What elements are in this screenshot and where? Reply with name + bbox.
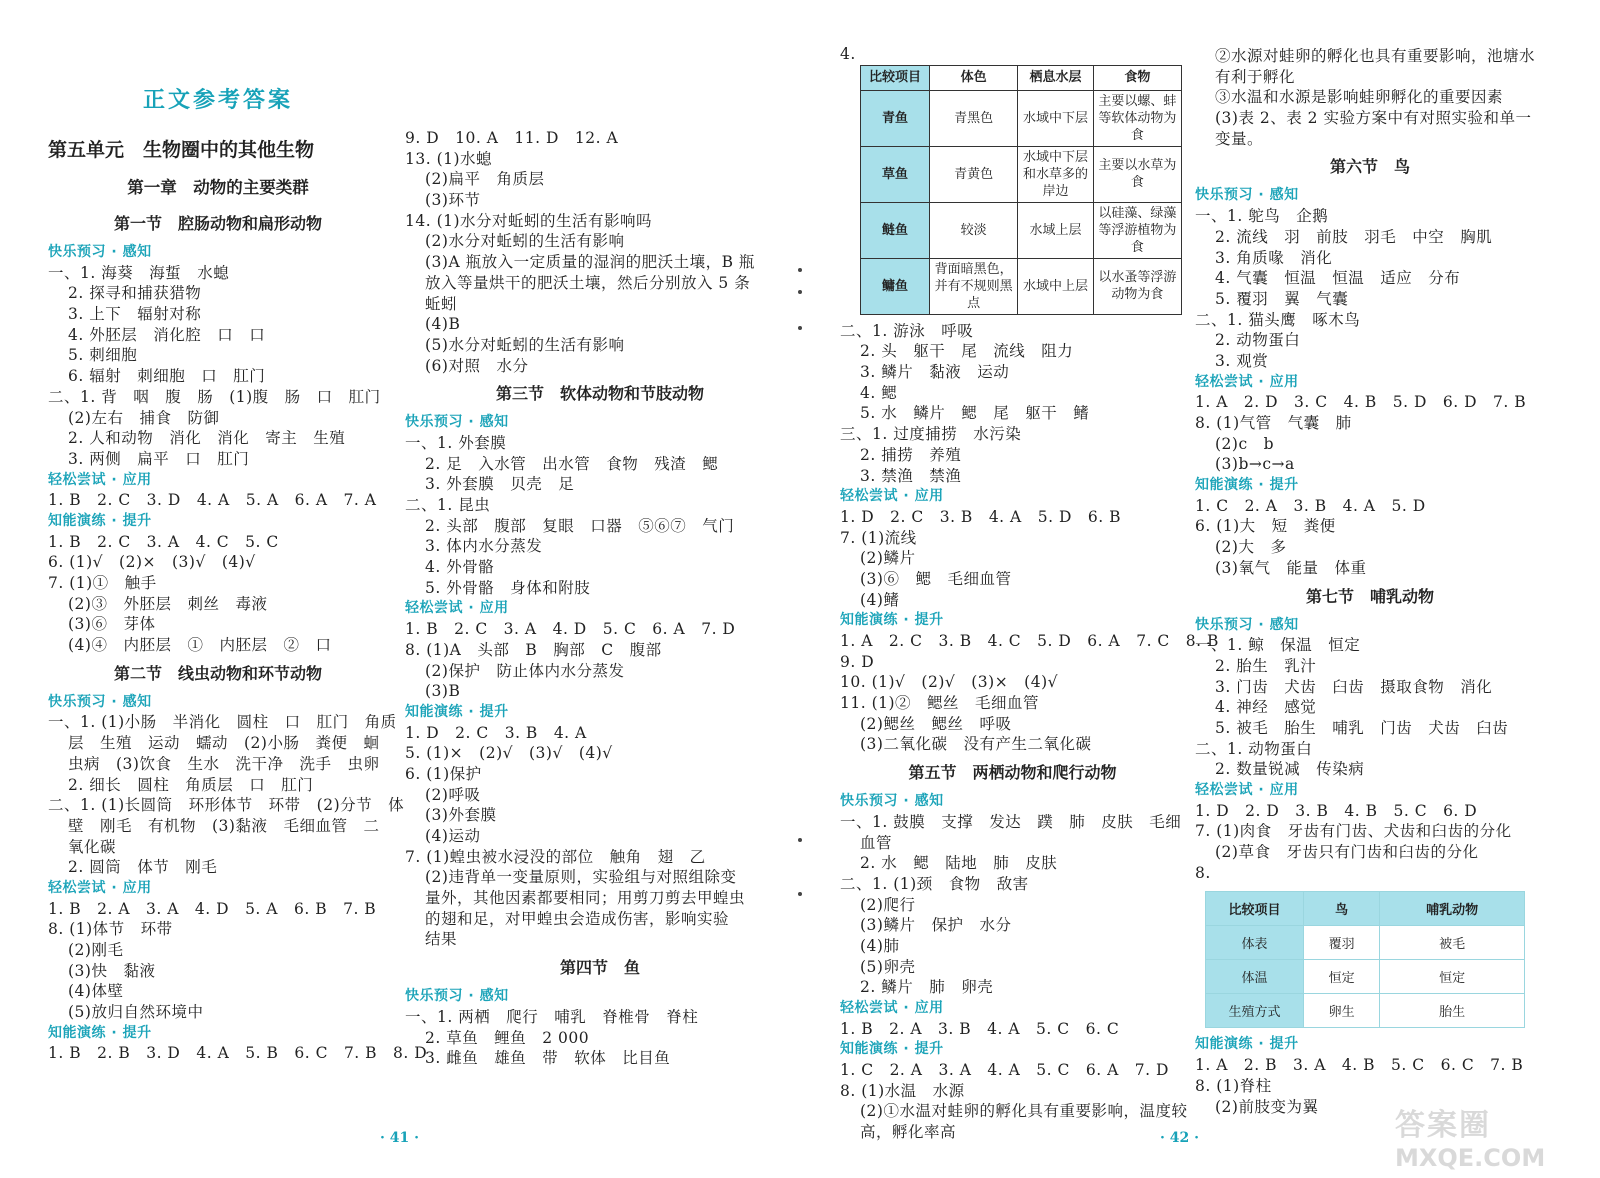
watermark-url: MXQE.COM xyxy=(1395,1144,1546,1172)
answer-line: (4)运动 xyxy=(425,827,481,845)
answer-line: 5. (1)× (2)√ (3)√ (4)√ xyxy=(405,744,613,763)
answer-line: 6. (1)大 短 粪便 xyxy=(1195,517,1336,536)
section-label: 轻松尝试 · 应用 xyxy=(840,488,944,505)
answer-line: 1. A 2. D 3. C 4. B 5. D 6. D 7. B xyxy=(1195,393,1527,412)
answer-line: 3. 鳞片 黏液 运动 xyxy=(860,363,1010,382)
table-header-row xyxy=(861,65,1182,90)
answer-line: 一、1. 两栖 爬行 哺乳 脊椎骨 脊柱 xyxy=(405,1007,699,1026)
answer-line: 一、1. 鸵鸟 企鹅 xyxy=(1195,207,1329,226)
answer-line: 1. D 2. C 3. B 4. A 5. D 6. B xyxy=(840,507,1121,526)
answer-list-3 xyxy=(840,321,1219,1143)
section-label: 快乐预习 · 感知 xyxy=(48,244,152,260)
table-cell: 体温 xyxy=(1206,960,1304,994)
answer-line: 层 生殖 运动 蠕动 (2)小肠 粪便 蛔 xyxy=(68,734,380,753)
answer-line: ②水源对蛙卵的孵化也具有重要影响，池塘水 xyxy=(1215,47,1536,65)
answer-line: 7. (1)肉食 牙齿有门齿、犬齿和臼齿的分化 xyxy=(1195,822,1512,841)
answer-line: (3)环节 xyxy=(425,191,481,210)
answer-line: (3)b→c→a xyxy=(1215,455,1295,474)
section-label: 轻松尝试 · 应用 xyxy=(840,1000,944,1016)
answer-line: 一、1. 外套膜 xyxy=(405,433,507,452)
answer-line: 2. 水 鳃 陆地 肺 皮肤 xyxy=(860,854,1058,873)
section-heading: 第一节 腔肠动物和扁形动物 xyxy=(113,214,322,233)
answer-line: (3)二氧化碳 没有产生二氧化碳 xyxy=(860,735,1092,754)
table-header-row xyxy=(1206,892,1525,926)
answer-line: 13. (1)水螅 xyxy=(405,149,493,168)
answer-line: (2)扁平 角质层 xyxy=(425,170,545,189)
answer-line: 3. 两侧 扁平 口 肛门 xyxy=(68,449,250,468)
table-header-cell: 比较项目 xyxy=(1206,892,1304,926)
answer-line: (4)体壁 xyxy=(68,982,124,1001)
table-header-cell: 鸟 xyxy=(1304,892,1380,926)
table-cell: 主要以螺、蚌等软体动物为食 xyxy=(1093,90,1181,146)
answer-line: (2)水分对蚯蚓的生活有影响 xyxy=(425,232,625,251)
answer-line: (3)表 2、表 2 实验方案中有对照实验和单一 xyxy=(1215,109,1532,128)
table-cell: 较淡 xyxy=(930,202,1018,258)
answer-line: 4. 外胚层 消化腔 口 口 xyxy=(68,325,266,344)
answer-line: 8. (1)水温 水源 xyxy=(840,1081,965,1100)
section-label: 知能演练 · 提升 xyxy=(840,1041,944,1058)
section-label: 快乐预习 · 感知 xyxy=(1195,616,1299,633)
answer-line: 8. (1)气管 气囊 肺 xyxy=(1195,414,1352,432)
table-cell: 胎生 xyxy=(1380,994,1525,1028)
section-label: 快乐预习 · 感知 xyxy=(840,793,944,810)
section-label: 轻松尝试 · 应用 xyxy=(1195,782,1299,798)
answer-line: 2. 动物蛋白 xyxy=(1215,331,1301,350)
answer-line: (3)B xyxy=(425,682,461,701)
table-cell: 鲢鱼 xyxy=(861,202,930,258)
answer-line: 二、1. (1)颈 食物 敌害 xyxy=(840,874,1029,893)
answer-list-4 xyxy=(1195,46,1545,883)
table-cell: 以硅藻、绿藻等浮游植物为食 xyxy=(1093,202,1181,258)
answer-line: (2)前肢变为翼 xyxy=(1215,1097,1319,1116)
answer-line: 4. 鳃 xyxy=(860,383,898,402)
answer-line: 二、1. 昆虫 xyxy=(405,496,491,514)
answer-line: 8. (1)脊柱 xyxy=(1195,1076,1272,1095)
answer-line: 一、1. 鲸 保温 恒定 xyxy=(1195,636,1361,655)
section-label: 知能演练 · 提升 xyxy=(840,612,944,629)
answer-line: 一、1. 鼓膜 支撑 发达 蹼 肺 皮肤 毛细 xyxy=(840,812,1182,831)
answer-line: 变量。 xyxy=(1215,129,1264,148)
answer-line: 2. 草鱼 鲤鱼 2 000 xyxy=(425,1028,590,1047)
answer-line: (3)快 黏液 xyxy=(68,961,156,980)
answer-line: 1. C 2. A 3. A 4. A 5. C 6. A 7. D xyxy=(840,1061,1169,1080)
table-cell: 草鱼 xyxy=(861,146,930,202)
answer-line: (2)左右 捕食 防御 xyxy=(68,408,220,427)
section-label: 知能演练 · 提升 xyxy=(405,703,509,720)
answer-line: 2. 足 入水管 出水管 食物 残渣 鳃 xyxy=(425,454,719,473)
table-cell: 鳙鱼 xyxy=(861,258,930,314)
answer-line: 三、1. 过度捕捞 水污染 xyxy=(840,425,1022,444)
margin-mark xyxy=(798,838,802,842)
watermark xyxy=(1395,1100,1545,1172)
answer-line: 8. xyxy=(1195,863,1211,882)
section-label: 知能演练 · 提升 xyxy=(48,512,152,529)
answer-line: 1. B 2. B 3. D 4. A 5. B 6. C 7. B 8. D xyxy=(48,1044,428,1063)
answer-line: (2)违背单一变量原则，实验组与对照组除变 xyxy=(425,868,737,887)
answer-line: 蚯蚓 xyxy=(425,294,458,313)
answer-line: 氧化碳 xyxy=(68,837,117,856)
table-row xyxy=(861,202,1182,258)
answer-line: (5)放归自然环境中 xyxy=(68,1003,204,1022)
answer-line: 8. (1)A 头部 B 胸部 C 腹部 xyxy=(405,640,662,659)
answer-line: 4. 外骨骼 xyxy=(425,558,495,577)
page-title: 正文参考答案 xyxy=(142,87,293,113)
answer-line: 7. (1)蝗虫被水浸没的部位 触角 翅 乙 xyxy=(405,847,706,866)
answer-line: 2. 头 躯干 尾 流线 阻力 xyxy=(860,342,1074,361)
answer-line: (6)对照 水分 xyxy=(425,356,529,375)
answer-line: (3)A 瓶放入一定质量的湿润的肥沃土壤，B 瓶 xyxy=(425,253,755,272)
answer-line: 二、1. (1)长圆筒 环形体节 环带 (2)分节 体 xyxy=(48,796,405,815)
answer-line: 2. 圆筒 体节 刚毛 xyxy=(68,858,218,877)
table-cell: 水域上层 xyxy=(1018,202,1093,258)
answer-line: 量外，其他因素都要相同；用剪刀剪去甲蝗虫 xyxy=(425,889,746,908)
column-2 xyxy=(405,128,795,1069)
answer-line: 6. 辐射 刺细胞 口 肛门 xyxy=(68,367,266,386)
answer-line: 4. 气囊 恒温 恒温 适应 分布 xyxy=(1215,269,1461,288)
answer-line: (5)水分对蚯蚓的生活有影响 xyxy=(425,335,625,354)
answer-line: 3. 上下 辐射对称 xyxy=(68,305,202,324)
answer-line: (3)氧气 能量 体重 xyxy=(1215,558,1367,577)
answer-line: (2)爬行 xyxy=(860,895,916,914)
answer-line: 5. 覆羽 翼 气囊 xyxy=(1215,289,1349,308)
answer-line: 虫病 (3)饮食 生水 洗干净 洗手 虫卵 xyxy=(68,754,380,773)
answer-line: 9. D xyxy=(840,652,875,671)
answer-line: (3)⑥ 芽体 xyxy=(68,615,156,634)
answer-line: 5. 外骨骼 身体和附肢 xyxy=(425,578,591,597)
table-header-cell: 栖息水层 xyxy=(1018,65,1093,90)
answer-line: 4. 神经 感觉 xyxy=(1215,698,1317,717)
answer-line: 2. 数量锐减 传染病 xyxy=(1215,760,1365,779)
answer-line: 2. 探寻和捕获猎物 xyxy=(68,284,202,303)
answer-line: 有利于孵化 xyxy=(1215,67,1296,86)
answer-line: 2. 头部 腹部 复眼 口器 ⑤⑥⑦ 气门 xyxy=(425,516,735,535)
answer-line: 2. 人和动物 消化 消化 寄主 生殖 xyxy=(68,429,346,448)
answer-line: 9. D 10. A 11. D 12. A xyxy=(405,129,619,147)
section-label: 知能演练 · 提升 xyxy=(1195,477,1299,494)
answer-line: 二、1. 动物蛋白 xyxy=(1195,739,1313,758)
answer-line: 2. 鳞片 肺 卵壳 xyxy=(860,978,994,997)
answer-line: ③水温和水源是影响蛙卵孵化的重要因素 xyxy=(1215,88,1504,107)
table-cell: 恒定 xyxy=(1380,960,1525,994)
margin-mark xyxy=(798,326,802,330)
answer-line: 7. (1)流线 xyxy=(840,528,917,547)
answer-line: 3. 体内水分蒸发 xyxy=(425,537,543,556)
answer-line: 的翅和足，对甲蝗虫会造成伤害，影响实验 xyxy=(425,909,730,928)
answer-line: 2. 流线 羽 前肢 羽毛 中空 胸肌 xyxy=(1215,227,1493,246)
table-row xyxy=(861,90,1182,146)
answer-line: (3)鳞片 保护 水分 xyxy=(860,916,1012,935)
answer-line: (3)⑥ 鳃 毛细血管 xyxy=(860,569,1012,588)
table-row xyxy=(1206,926,1525,960)
answer-line: (2)呼吸 xyxy=(425,785,481,804)
answer-line: 血管 xyxy=(860,833,893,852)
answer-line: 6. (1)保护 xyxy=(405,764,482,783)
answer-line: (2)③ 外胚层 刺丝 毒液 xyxy=(68,594,268,613)
column-4 xyxy=(1195,46,1545,1117)
answer-line: 二、1. 背 咽 腹 肠 (1)腹 肠 口 肛门 xyxy=(48,387,381,406)
answer-line: 1. C 2. A 3. B 4. A 5. D xyxy=(1195,496,1426,515)
answer-line: 2. 捕捞 养殖 xyxy=(860,445,962,464)
question-number: 4. xyxy=(840,45,856,63)
table-cell: 以水蚤等浮游动物为食 xyxy=(1093,258,1181,314)
answer-line: 2. 胎生 乳汁 xyxy=(1215,656,1317,675)
table-header-cell: 比较项目 xyxy=(861,65,930,90)
section-label: 快乐预习 · 感知 xyxy=(405,988,509,1005)
table-cell: 水域中下层和水草多的岸边 xyxy=(1018,146,1093,202)
page-number-left: · 41 · xyxy=(380,1130,419,1146)
section-label: 知能演练 · 提升 xyxy=(48,1024,152,1041)
answer-line: (4)④ 内胚层 ① 内胚层 ② 口 xyxy=(68,636,332,655)
bird-mammal-table xyxy=(1205,891,1525,1028)
section-heading: 第六节 鸟 xyxy=(1329,157,1410,177)
answer-line: 3. 禁渔 禁渔 xyxy=(860,466,962,485)
answer-line: (2)鳞片 xyxy=(860,549,916,568)
answer-line: (4)鳍 xyxy=(860,590,900,609)
answer-line: (2)草食 牙齿只有门齿和臼齿的分化 xyxy=(1215,843,1479,862)
chapter-heading: 第一章 动物的主要类群 xyxy=(127,178,309,197)
answer-line: 3. 外套膜 贝壳 足 xyxy=(425,475,575,494)
section-heading: 第二节 线虫动物和环节动物 xyxy=(113,663,322,683)
answer-line: 结果 xyxy=(425,930,458,949)
table-cell: 青黑色 xyxy=(930,90,1018,146)
answer-line: 一、1. (1)小肠 半消化 圆柱 口 肛门 角质 xyxy=(48,713,397,732)
answer-list-1 xyxy=(48,130,428,1064)
table-cell: 青鱼 xyxy=(861,90,930,146)
section-label: 轻松尝试 · 应用 xyxy=(1195,373,1299,390)
section-label: 快乐预习 · 感知 xyxy=(405,414,509,431)
answer-line: 1. A 2. C 3. B 4. C 5. D 6. A 7. C 8. B xyxy=(840,632,1219,650)
answer-line: 1. B 2. A 3. B 4. A 5. C 6. C xyxy=(840,1019,1120,1038)
answer-line: 二、1. 猫头鹰 啄木鸟 xyxy=(1195,310,1361,329)
margin-mark xyxy=(798,290,802,294)
section-label: 轻松尝试 · 应用 xyxy=(48,879,152,896)
table-header-cell: 食物 xyxy=(1093,65,1181,90)
margin-mark xyxy=(798,892,802,896)
answer-line: 1. B 2. C 3. A 4. C 5. C xyxy=(48,532,279,551)
table-row xyxy=(861,258,1182,314)
answer-line: 6. (1)√ (2)× (3)√ (4)√ xyxy=(48,553,256,572)
table-cell: 体表 xyxy=(1206,926,1304,960)
table-cell: 卵生 xyxy=(1304,994,1380,1028)
answer-line: (2)刚毛 xyxy=(68,941,124,959)
answer-line: 3. 角质喙 消化 xyxy=(1215,248,1333,267)
answer-line: 1. B 2. C 3. A 4. D 5. C 6. A 7. D xyxy=(405,620,736,639)
answer-line: (4)肺 xyxy=(860,936,900,955)
table-cell: 青黄色 xyxy=(930,146,1018,202)
answer-line: (2)大 多 xyxy=(1215,538,1287,557)
margin-mark xyxy=(798,268,802,272)
section-label: 快乐预习 · 感知 xyxy=(48,693,152,710)
answer-line: 3. 雌鱼 雄鱼 带 软体 比目鱼 xyxy=(425,1049,671,1068)
table-header-cell: 体色 xyxy=(930,65,1018,90)
answer-line: 5. 水 鳞片 鳃 尾 躯干 鳍 xyxy=(860,404,1090,423)
answer-line: (5)卵壳 xyxy=(860,957,916,976)
answer-line: 2. 细长 圆柱 角质层 口 肛门 xyxy=(68,775,314,794)
table-row xyxy=(861,146,1182,202)
answer-line: 高，孵化率高 xyxy=(860,1123,957,1142)
answer-line: 1. D 2. D 3. B 4. B 5. C 6. D xyxy=(1195,801,1478,820)
table-cell: 水域中上层 xyxy=(1018,258,1093,314)
column-3 xyxy=(840,44,1219,1143)
table-cell: 生殖方式 xyxy=(1206,994,1304,1028)
answer-line: (2)保护 防止体内水分蒸发 xyxy=(425,661,625,680)
answer-line: 10. (1)√ (2)√ (3)× (4)√ xyxy=(840,673,1059,692)
table-cell: 被毛 xyxy=(1380,926,1525,960)
answer-line: (2)①水温对蛙卵的孵化具有重要影响，温度较 xyxy=(860,1102,1188,1121)
section-label: 轻松尝试 · 应用 xyxy=(48,471,152,488)
answer-line: (2)鳃丝 鳃丝 呼吸 xyxy=(860,714,1012,733)
section-heading: 第五节 两栖动物和爬行动物 xyxy=(908,763,1117,783)
answer-line: 5. 刺细胞 xyxy=(68,346,138,365)
answer-line: 1. B 2. A 3. A 4. D 5. A 6. B 7. B xyxy=(48,899,377,918)
column-1 xyxy=(48,70,428,1064)
table-row xyxy=(1206,994,1525,1028)
section-label: 知能演练 · 提升 xyxy=(1195,1036,1299,1053)
answer-line: 14. (1)水分对蚯蚓的生活有影响吗 xyxy=(405,211,653,230)
section-heading: 第七节 哺乳动物 xyxy=(1305,586,1434,606)
answer-line: 1. D 2. C 3. B 4. A xyxy=(405,723,587,742)
table-cell: 覆羽 xyxy=(1304,926,1380,960)
answer-line: 放入等量烘干的肥沃土壤，然后分别放入 5 条 xyxy=(425,273,751,292)
answer-line: (3)外套膜 xyxy=(425,806,497,825)
answer-list-2 xyxy=(405,128,795,1069)
watermark-logo: 答案圈 xyxy=(1395,1108,1491,1143)
answer-line: 1. A 2. B 3. A 4. B 5. C 6. C 7. B xyxy=(1195,1056,1524,1075)
answer-line: 3. 观赏 xyxy=(1215,351,1269,370)
answer-line: 5. 被毛 胎生 哺乳 门齿 犬齿 臼齿 xyxy=(1215,718,1509,737)
answer-line: (2)c b xyxy=(1215,434,1275,453)
answer-line: 壁 刚毛 有机物 (3)黏液 毛细血管 二 xyxy=(68,816,380,835)
answer-line: 1. B 2. C 3. D 4. A 5. A 6. A 7. A xyxy=(48,491,377,510)
table-cell: 恒定 xyxy=(1304,960,1380,994)
section-label: 快乐预习 · 感知 xyxy=(1195,187,1299,204)
answer-line: 二、1. 游泳 呼吸 xyxy=(840,321,974,340)
table-header-cell: 哺乳动物 xyxy=(1380,892,1525,926)
table-cell: 主要以水草为食 xyxy=(1093,146,1181,202)
table-row xyxy=(1206,960,1525,994)
table-cell: 水域中下层 xyxy=(1018,90,1093,146)
answer-line: 3. 门齿 犬齿 臼齿 摄取食物 消化 xyxy=(1215,677,1493,696)
page-number-right: · 42 · xyxy=(1160,1130,1199,1146)
unit-heading: 第五单元 生物圈中的其他生物 xyxy=(48,139,315,161)
answer-line: 8. (1)体节 环带 xyxy=(48,920,173,939)
fish-comparison-table xyxy=(860,65,1182,315)
section-label: 轻松尝试 · 应用 xyxy=(405,600,509,617)
table-cell: 背面暗黑色，并有不规则黑点 xyxy=(930,258,1018,314)
answer-line: 7. (1)① 触手 xyxy=(48,574,157,592)
answer-line: (4)B xyxy=(425,315,461,334)
answer-line: 一、1. 海葵 海蜇 水螅 xyxy=(48,263,230,282)
section-heading: 第三节 软体动物和节肢动物 xyxy=(495,384,704,404)
answer-line: 11. (1)② 鳃丝 毛细血管 xyxy=(840,694,1040,713)
section-heading: 第四节 鱼 xyxy=(559,958,640,978)
